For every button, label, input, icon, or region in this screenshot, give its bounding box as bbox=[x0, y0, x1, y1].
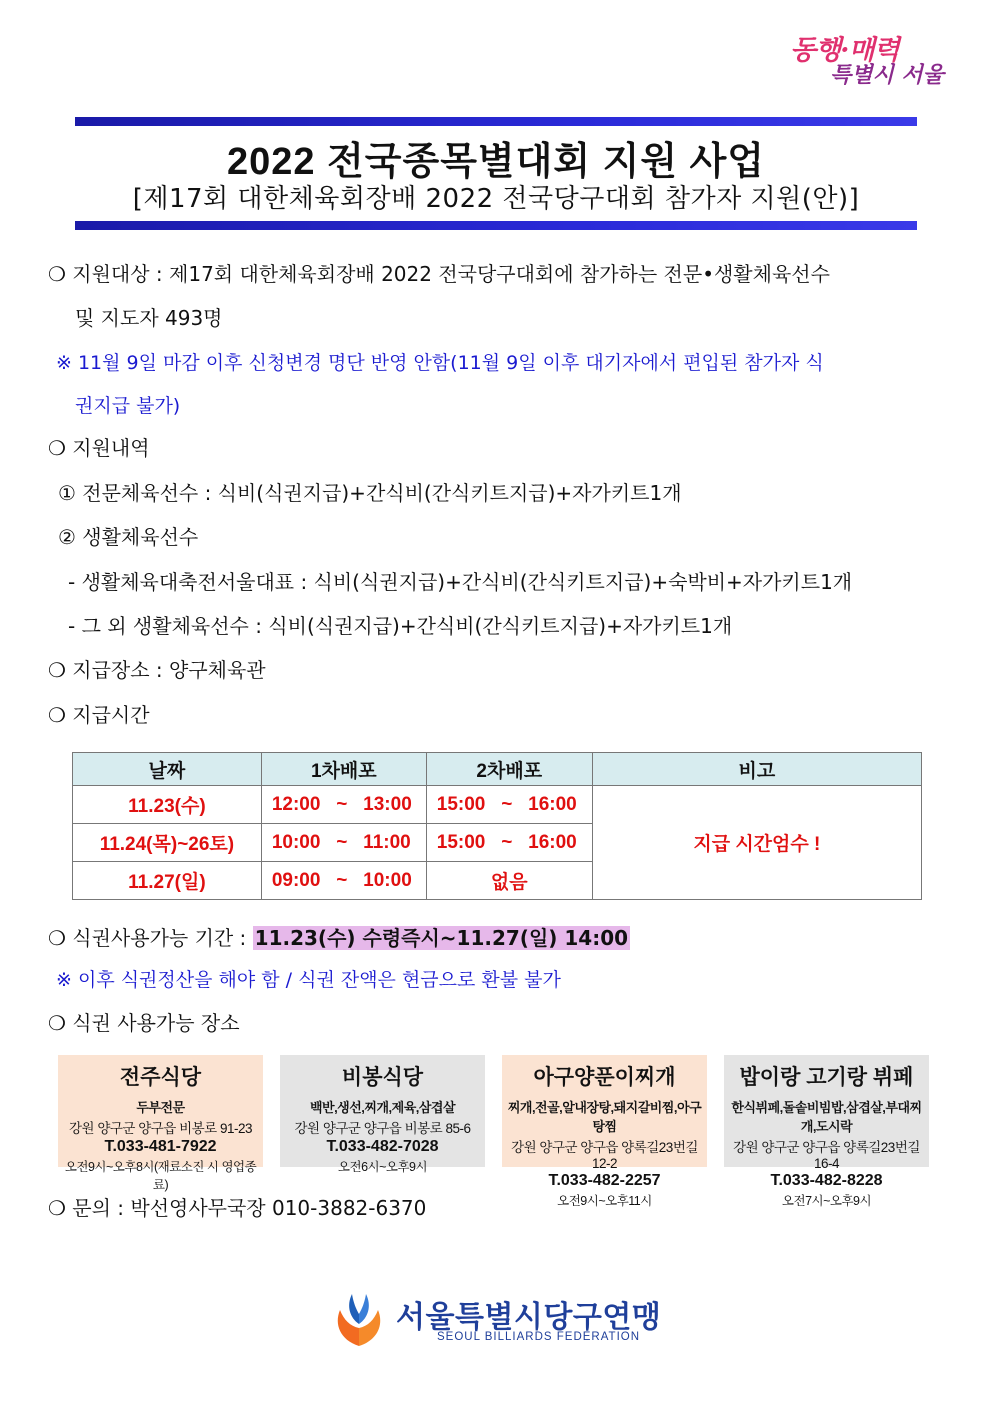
col-header-first: 1차배포 bbox=[261, 753, 426, 786]
restaurant-card-buffet bbox=[724, 1055, 929, 1208]
col-header-date: 날짜 bbox=[73, 753, 262, 786]
cell-first: 12:00 ~ 13:00 bbox=[261, 786, 426, 824]
support-target-line2: 및 지도자 493명 bbox=[75, 306, 223, 330]
restaurant-hours: 오전7시~오후9시 bbox=[781, 1194, 872, 1208]
cell-second: 없음 bbox=[426, 862, 592, 900]
contact-info: ❍ 문의 : 박선영사무국장 010-3882-6370 bbox=[48, 1196, 427, 1220]
distribution-time-heading: ❍ 지급시간 bbox=[48, 703, 150, 727]
restaurant-name: 밥이랑 고기랑 뷔페 bbox=[739, 1066, 914, 1089]
federation-name: 서울특별시당구연맹 bbox=[396, 1301, 662, 1334]
restaurant-card-agu bbox=[502, 1055, 707, 1208]
restaurant-menu: 두부전문 bbox=[136, 1100, 185, 1115]
cell-first: 10:00 ~ 11:00 bbox=[261, 824, 426, 862]
roster-note-line1: ※ 11월 9일 마감 이후 신청변경 명단 반영 안함(11월 9일 이후 대기자에서 편입된 참가자 식 bbox=[56, 352, 824, 374]
federation-english-name: SEOUL BILLIARDS FEDERATION bbox=[437, 1331, 641, 1343]
cell-second: 15:00 ~ 16:00 bbox=[426, 786, 592, 824]
distribution-schedule-table bbox=[72, 752, 922, 900]
voucher-period-label: ❍ 식권사용가능 기간 : bbox=[48, 926, 253, 950]
cell-date: 11.23(수) bbox=[73, 786, 262, 824]
restaurant-card-jeonju bbox=[58, 1055, 263, 1192]
table-row bbox=[73, 786, 922, 824]
support-details-heading: ❍ 지원내역 bbox=[48, 436, 150, 460]
restaurant-address: 강원 양구군 양구읍 양록길23번길 16-4 bbox=[733, 1140, 920, 1171]
voucher-period-value: 11.23(수) 수령즉시~11.27(일) 14:00 bbox=[254, 926, 629, 950]
restaurant-phone: T.033-482-2257 bbox=[548, 1172, 661, 1189]
col-header-second: 2차배포 bbox=[426, 753, 592, 786]
cell-first: 09:00 ~ 10:00 bbox=[261, 862, 426, 900]
federation-emblem-icon bbox=[330, 1288, 388, 1348]
distribution-place: ❍ 지급장소 : 양구체육관 bbox=[48, 658, 266, 682]
support-item-amateur: ② 생활체육선수 bbox=[58, 525, 199, 549]
restaurant-menu: 백반,생선,찌개,제육,삼겹살 bbox=[309, 1100, 456, 1115]
restaurant-name: 아구양푼이찌개 bbox=[533, 1066, 676, 1089]
restaurant-card-bibong bbox=[280, 1055, 485, 1174]
support-target-line1: ❍ 지원대상 : 제17회 대한체육회장배 2022 전국당구대회에 참가하는 전문•생활체육선수 bbox=[48, 262, 830, 286]
restaurant-address: 강원 양구군 양구읍 비봉로 85-6 bbox=[294, 1121, 471, 1136]
cell-date: 11.24(목)~26토) bbox=[73, 824, 262, 862]
cell-date: 11.27(일) bbox=[73, 862, 262, 900]
slogan-line2: 특별시 서울 bbox=[830, 62, 944, 88]
restaurant-phone: T.033-482-7028 bbox=[326, 1138, 439, 1155]
restaurant-hours: 오전9시~오후8시(재료소진 시 영업종료) bbox=[64, 1160, 257, 1192]
restaurant-name: 전주식당 bbox=[119, 1066, 202, 1089]
seoul-slogan-logo bbox=[790, 28, 950, 88]
page-subtitle: [제17회 대한체육회장배 2022 전국당구대회 참가자 지원(안)] bbox=[132, 184, 860, 214]
page-title: 2022 전국종목별대회 지원 사업 bbox=[227, 141, 765, 183]
restaurant-address: 강원 양구군 양구읍 비봉로 91-23 bbox=[69, 1121, 252, 1136]
restaurant-address: 강원 양구군 양구읍 양록길23번길 12-2 bbox=[511, 1140, 698, 1171]
voucher-period bbox=[48, 925, 630, 951]
voucher-refund-note: ※ 이후 식권정산을 해야 함 / 식권 잔액은 현금으로 환불 불가 bbox=[56, 969, 561, 991]
restaurant-phone: T.033-481-7922 bbox=[104, 1138, 217, 1155]
slogan-line1: 동행·매력 bbox=[790, 35, 899, 66]
title-bottom-rule bbox=[75, 221, 917, 230]
restaurant-hours: 오전6시~오후9시 bbox=[337, 1160, 428, 1174]
title-top-rule bbox=[75, 117, 917, 126]
restaurant-phone: T.033-482-8228 bbox=[770, 1172, 883, 1189]
support-item-amateur-other: - 그 외 생활체육선수 : 식비(식권지급)+간식비(간식키트지급)+자가키트1개 bbox=[68, 614, 733, 638]
cell-note: 지급 시간엄수 ! bbox=[592, 786, 921, 900]
restaurant-menu: 한식뷔페,돌솥비빔밥,삼겹살,부대찌개,도시락 bbox=[731, 1100, 922, 1134]
support-item-pro: ① 전문체육선수 : 식비(식권지급)+간식비(간식키트지급)+자가키트1개 bbox=[58, 481, 682, 505]
cell-second: 15:00 ~ 16:00 bbox=[426, 824, 592, 862]
support-item-amateur-seoul: - 생활체육대축전서울대표 : 식비(식권지급)+간식비(간식키트지급)+숙박비+자가키트1개 bbox=[68, 570, 853, 594]
federation-logo bbox=[330, 1288, 670, 1348]
table-header-row bbox=[73, 753, 922, 786]
voucher-places-heading: ❍ 식권 사용가능 장소 bbox=[48, 1011, 240, 1035]
roster-note-line2: 권지급 불가) bbox=[75, 395, 181, 417]
restaurant-hours: 오전9시~오후11시 bbox=[557, 1194, 652, 1208]
restaurant-name: 비봉식당 bbox=[341, 1066, 424, 1089]
col-header-note: 비고 bbox=[592, 753, 921, 786]
restaurant-menu: 찌개,전골,알내장탕,돼지갈비찜,아구탕찜 bbox=[507, 1100, 702, 1134]
